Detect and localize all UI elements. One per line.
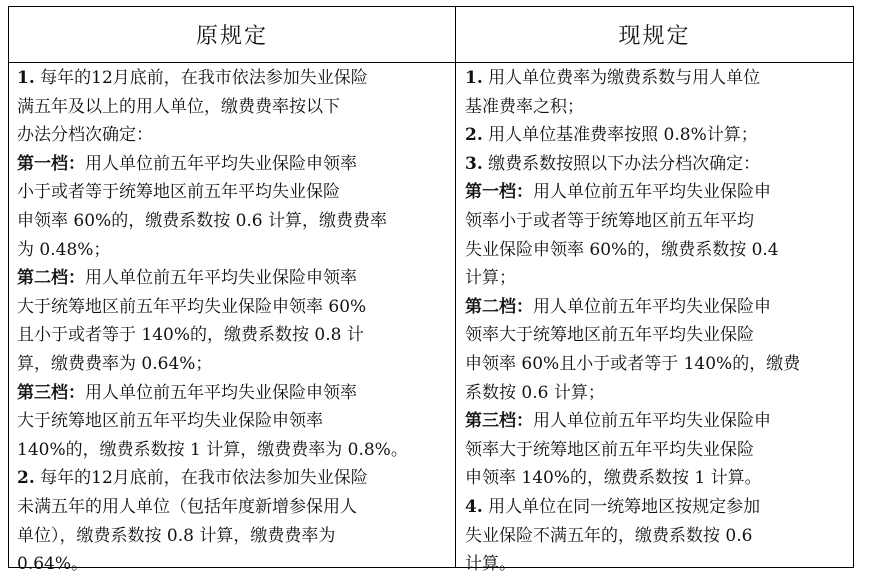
header-original-rules: 原规定	[195, 24, 268, 49]
current-line-text: 失业保险申领率 60%的，缴费系数按 0.4	[465, 239, 779, 260]
current-text-line	[465, 93, 850, 122]
current-line-text: 失业保险不满五年的，缴费系数按 0.6	[465, 525, 753, 546]
current-line-text: 领率大于统筹地区前五年平均失业保险	[465, 439, 754, 460]
original-line-text: 用人单位前五年平均失业保险申领率	[85, 153, 357, 174]
current-line-text: 计算；	[465, 268, 516, 289]
current-line-text: 缴费系数按照以下办法分档次确定：	[482, 153, 761, 174]
original-item-marker: 第一档：	[17, 153, 85, 174]
original-item-marker: 1.	[17, 68, 35, 88]
current-line-text: 用人单位费率为缴费系数与用人单位	[482, 68, 761, 88]
original-text-line	[17, 207, 447, 236]
original-text-line	[17, 321, 447, 350]
original-text-line	[17, 64, 447, 93]
header-divider	[9, 62, 853, 63]
current-text-line	[465, 178, 850, 207]
original-text-line	[17, 178, 447, 207]
original-line-text: 0.64%。	[17, 554, 89, 575]
original-text-line	[17, 121, 447, 150]
current-line-text: 基准费率之积；	[465, 96, 584, 117]
original-text-line	[17, 493, 447, 522]
original-line-text: 每年的12月底前，在我市依法参加失业保险	[34, 68, 368, 88]
original-text-line	[17, 550, 447, 579]
original-line-text: 用人单位前五年平均失业保险申领率	[85, 382, 357, 403]
original-line-text: 大于统筹地区前五年平均失业保险申领率 60%	[17, 296, 367, 317]
current-text-line	[465, 436, 850, 465]
current-line-text: 领率大于统筹地区前五年平均失业保险	[465, 325, 754, 346]
current-line-text: 用人单位在同一统筹地区按规定参加	[482, 496, 761, 517]
current-text-line	[465, 264, 850, 293]
current-text-line	[465, 350, 850, 379]
current-line-text: 用人单位前五年平均失业保险申	[533, 182, 771, 203]
original-item-marker: 第二档：	[17, 268, 85, 289]
original-item-marker: 2.	[17, 468, 35, 489]
current-text-line	[465, 64, 850, 93]
current-line-text: 用人单位基准费率按照 0.8%计算；	[482, 125, 758, 146]
original-line-text: 算，缴费费率为 0.64%；	[17, 353, 213, 374]
current-text-line	[465, 550, 850, 579]
original-line-text: 大于统筹地区前五年平均失业保险申领率	[17, 411, 323, 432]
current-text-line	[465, 522, 850, 551]
original-text-line	[17, 350, 447, 379]
current-text-line	[465, 321, 850, 350]
current-text-line	[465, 407, 850, 436]
current-rules-column	[465, 64, 850, 579]
original-text-line	[17, 464, 447, 493]
original-line-text: 满五年及以上的用人单位，缴费费率按以下	[17, 96, 340, 117]
original-line-text: 为 0.48%；	[17, 239, 111, 260]
original-line-text: 未满五年的用人单位（包括年度新增参保用人	[17, 496, 357, 517]
current-item-marker: 2.	[465, 125, 483, 146]
comparison-table	[8, 6, 854, 575]
current-line-text: 申领率 60%且小于或者等于 140%的，缴费	[465, 353, 801, 374]
original-line-text: 每年的12月底前，在我市依法参加失业保险	[34, 468, 368, 489]
current-line-text: 系数按 0.6 计算；	[465, 382, 605, 403]
original-line-text: 用人单位前五年平均失业保险申领率	[85, 268, 357, 289]
current-text-line	[465, 150, 850, 179]
original-item-marker: 第三档：	[17, 382, 85, 403]
original-line-text: 140%的，缴费系数按 1 计算，缴费费率为 0.8%。	[17, 439, 408, 460]
current-line-text: 用人单位前五年平均失业保险申	[533, 411, 771, 432]
current-text-line	[465, 207, 850, 236]
original-rules-column	[17, 64, 447, 579]
current-text-line	[465, 464, 850, 493]
original-line-text: 小于或者等于统筹地区前五年平均失业保险	[17, 182, 340, 203]
current-text-line	[465, 121, 850, 150]
original-text-line	[17, 407, 447, 436]
original-text-line	[17, 379, 447, 408]
current-item-marker: 第三档：	[465, 411, 533, 432]
original-text-line	[17, 264, 447, 293]
current-line-text: 申领率 140%的，缴费系数按 1 计算。	[465, 468, 762, 489]
current-line-text: 领率小于或者等于统筹地区前五年平均	[465, 210, 754, 231]
current-item-marker: 第一档：	[465, 182, 533, 203]
original-line-text: 办法分档次确定：	[17, 125, 153, 146]
original-text-line	[17, 522, 447, 551]
current-text-line	[465, 236, 850, 265]
current-item-marker: 1.	[465, 68, 483, 88]
current-text-line	[465, 379, 850, 408]
current-item-marker: 第二档：	[465, 296, 533, 317]
original-line-text: 且小于或者等于 140%的，缴费系数按 0.8 计	[17, 325, 364, 346]
current-item-marker: 4.	[465, 496, 483, 517]
current-line-text: 计算。	[465, 554, 516, 575]
original-line-text: 单位），缴费系数按 0.8 计算，缴费费率为	[17, 525, 336, 546]
current-item-marker: 3.	[465, 153, 483, 174]
header-current-rules: 现规定	[618, 24, 691, 49]
original-text-line	[17, 293, 447, 322]
original-text-line	[17, 150, 447, 179]
original-text-line	[17, 93, 447, 122]
current-text-line	[465, 493, 850, 522]
original-text-line	[17, 236, 447, 265]
original-line-text: 申领率 60%的，缴费系数按 0.6 计算，缴费费率	[17, 210, 388, 231]
column-divider	[455, 7, 456, 567]
original-text-line	[17, 436, 447, 465]
current-line-text: 用人单位前五年平均失业保险申	[533, 296, 771, 317]
current-text-line	[465, 293, 850, 322]
